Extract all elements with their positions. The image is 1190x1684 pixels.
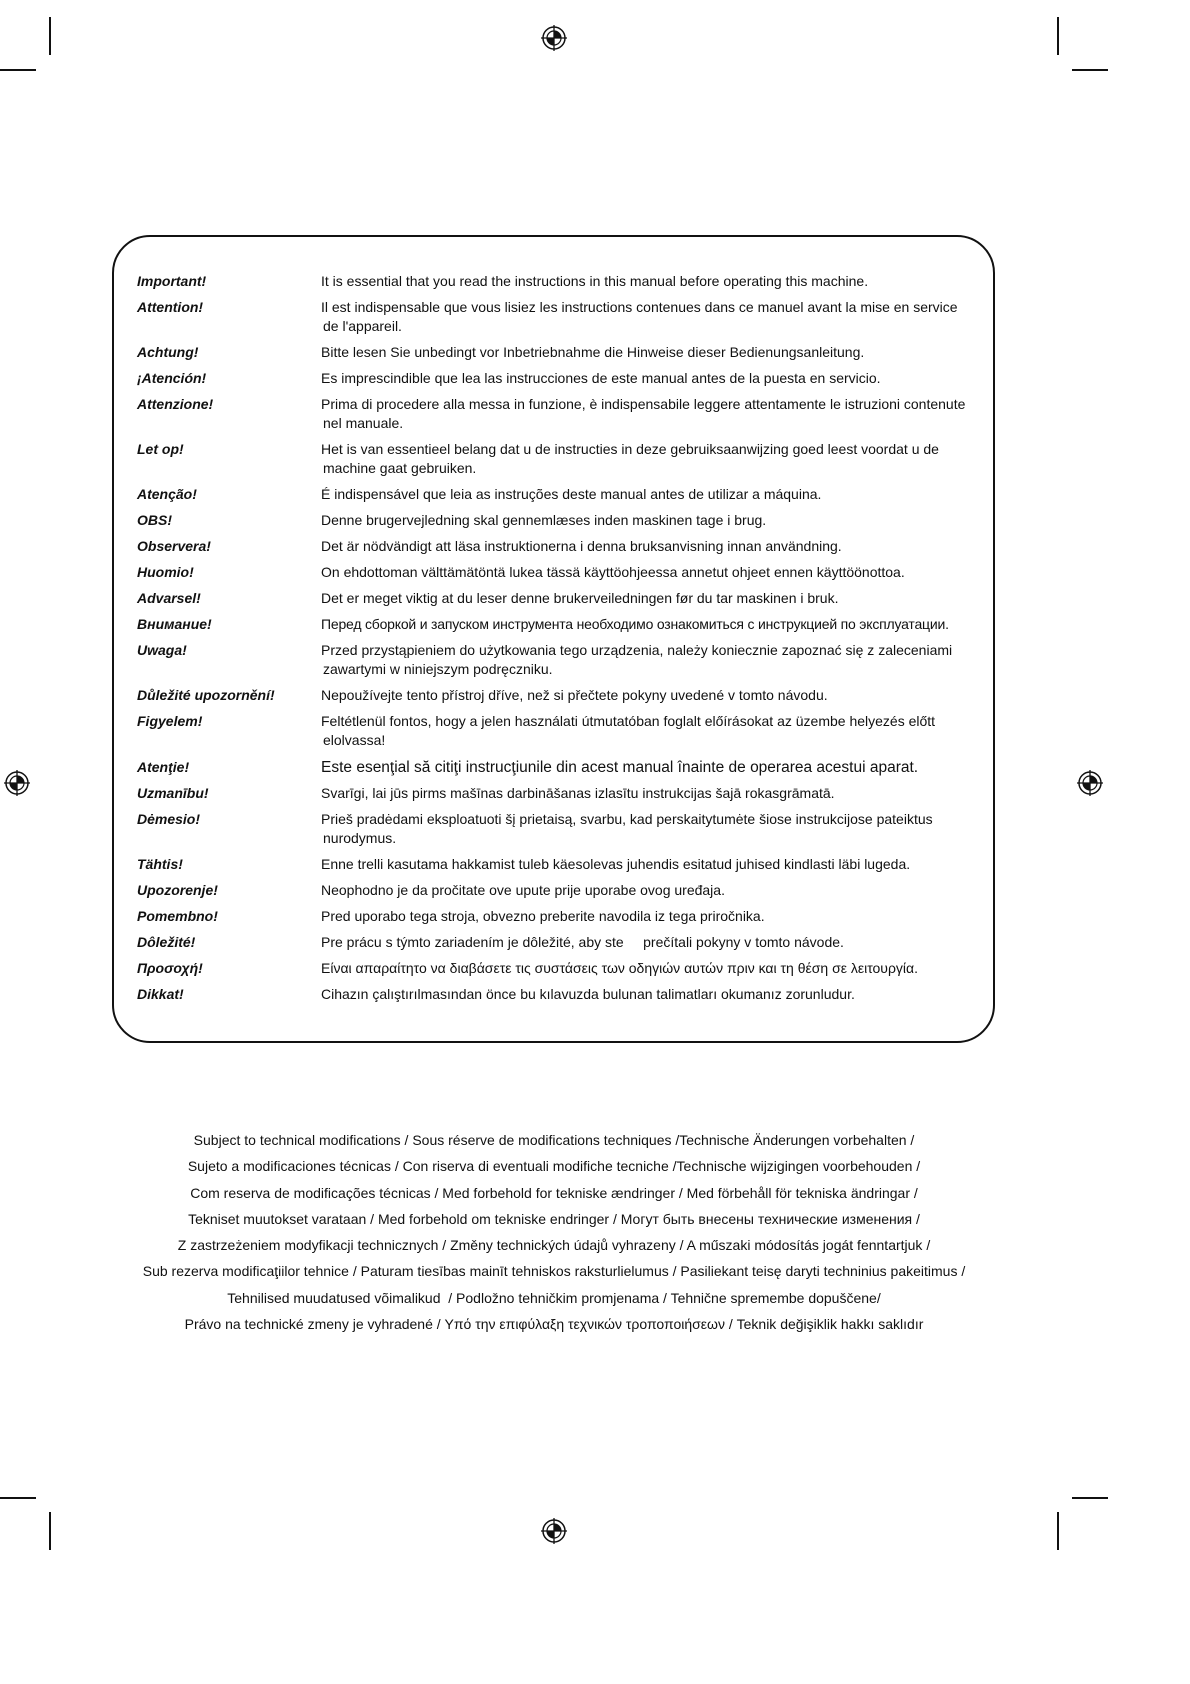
footer-line: Sujeto a modificaciones técnicas / Con riserva di eventuali modifiche tecniche /Technische wijzigingen voorbehouden /	[187, 1158, 921, 1175]
warning-label: Uwaga!	[137, 642, 187, 658]
warning-label: Attenzione!	[137, 396, 214, 412]
crop-mark-bottom-right-vertical	[1057, 1512, 1059, 1550]
warning-label: Important!	[137, 273, 207, 289]
warning-label: Attention!	[137, 299, 204, 315]
warning-label: Achtung!	[137, 344, 199, 360]
registration-mark-icon	[4, 770, 30, 796]
crop-mark-bottom-left-horizontal	[0, 1497, 36, 1499]
warning-text: É indispensável que leia as instruções deste manual antes de utilizar a máquina.	[321, 486, 822, 502]
warning-label: Dikkat!	[137, 986, 184, 1002]
warning-label: Let op!	[137, 441, 184, 457]
warning-label: Huomio!	[137, 564, 194, 580]
warning-text: Neophodno je da pročitate ove upute prije uporabe ovog uređaja.	[321, 882, 725, 898]
warning-text: On ehdottoman välttämätöntä lukea tässä käyttöohjeessa annetut ohjeet ennen käyttöönottoa.	[321, 564, 905, 580]
warning-text: Det är nödvändigt att läsa instruktionerna i denna bruksanvisning innan användning.	[321, 538, 842, 554]
warning-text: It is essential that you read the instructions in this manual before operating this machine.	[321, 273, 869, 289]
warning-label: Atenção!	[137, 486, 197, 502]
footer-line: Sub rezerva modificaţiilor tehnice / Paturam tiesības mainīt tehniskos raksturlielumus / Pasiliekant teisę daryti techninius pakeitimus /	[142, 1263, 966, 1280]
warning-label: Upozorenje!	[137, 882, 218, 898]
warning-text: Είναι απαραίτητο να διαβάσετε τις συστάσεις των οδηγιών αυτών πριν και τη θέση σε λειτουργία.	[321, 960, 919, 976]
warning-label: Observera!	[137, 538, 211, 554]
warning-text: Pre prácu s týmto zariadením je dôležité, aby ste prečítali pokyny v tomto návode.	[321, 934, 844, 950]
footer-line: Tekniset muutokset varataan / Med forbehold om tekniske endringer / Могут быть внесены технические изменения /	[188, 1210, 920, 1227]
footer-line: Tehnilised muudatused võimalikud / Podložno tehničkim promjenama / Tehnične spremembe dopuščene/	[227, 1289, 881, 1306]
warning-label: Důležité upozornění!	[137, 687, 275, 703]
warning-text: Det er meget viktig at du leser denne brukerveiledningen før du tar maskinen i bruk.	[321, 590, 839, 606]
footer-line: Z zastrzeżeniem modyfikacji technicznych / Změny technických údajů vyhrazeny / A műszaki módosítás jogát fenntartjuk /	[177, 1237, 931, 1254]
warning-text: Es imprescindible que lea las instrucciones de este manual antes de la puesta en servicio.	[321, 370, 881, 386]
warning-label: Pomembno!	[137, 908, 218, 924]
warning-text: Pred uporabo tega stroja, obvezno preberite navodila iz tega priročnika.	[321, 908, 765, 924]
crop-mark-bottom-right-horizontal	[1072, 1497, 1108, 1499]
warning-text: Enne trelli kasutama hakkamist tuleb käesolevas juhendis esitatud juhised kindlasti läbi lugeda.	[321, 856, 911, 872]
crop-mark-bottom-left-vertical	[49, 1512, 51, 1550]
footer-line: Právo na technické zmeny je vyhradené / Υπό την επιφύλαξη τεχνικών τροποποιήσεων / Teknik değişiklik hakkı saklıdır	[184, 1316, 924, 1333]
warning-text: Перед сборкой и запуском инструмента необходимо ознакомиться с инструкцией по эксплуатации.	[321, 616, 949, 632]
warning-label: Uzmanību!	[137, 785, 209, 801]
warning-label: Внимание!	[137, 616, 212, 632]
registration-mark-icon	[541, 1518, 567, 1544]
crop-mark-top-right-horizontal	[1072, 69, 1108, 71]
registration-mark-icon	[541, 25, 567, 51]
warning-text: Cihazın çalıştırılmasından önce bu kılavuzda bulunan talimatları okumanız zorunludur.	[321, 986, 855, 1002]
technical-modifications-notice	[0, 1127, 1108, 1337]
warning-label: Dėmesio!	[137, 811, 201, 827]
warning-label: Dôležité!	[137, 934, 196, 950]
warning-text: Przed przystąpieniem do użytkowania tego urządzenia, należy koniecznie zapoznać się z zaleceniami zawartymi w niniejszym podręczniku.	[321, 642, 953, 677]
warning-label: ¡Atención!	[137, 370, 207, 386]
warning-text: Este esenţial să citiţi instrucţiunile din acest manual înainte de operarea acestui aparat.	[321, 759, 919, 776]
warning-label: OBS!	[137, 512, 172, 528]
warning-text: Bitte lesen Sie unbedingt vor Inbetriebnahme die Hinweise dieser Bedienungsanleitung.	[321, 344, 865, 360]
warning-text: Svarīgi, lai jūs pirms mašīnas darbināšanas izlasītu instrukcijas šajā rokasgrāmatā.	[321, 785, 835, 801]
warning-label: Tähtis!	[137, 856, 183, 872]
registration-mark-icon	[1077, 770, 1103, 796]
footer-line: Subject to technical modifications / Sous réserve de modifications techniques /Technische Änderungen vorbehalten /	[193, 1132, 915, 1148]
warning-label: Advarsel!	[137, 590, 201, 606]
warning-text: Il est indispensable que vous lisiez les instructions contenues dans ce manuel avant la mise en service de l'appareil.	[321, 299, 958, 334]
warning-label: Figyelem!	[137, 713, 203, 729]
warning-text: Denne brugervejledning skal gennemlæses inden maskinen tage i brug.	[321, 512, 767, 528]
footer-line: Com reserva de modificações técnicas / Med forbehold for tekniske ændringer / Med förbehåll för tekniska ändringar /	[190, 1184, 918, 1201]
crop-mark-top-right-vertical	[1057, 17, 1059, 55]
warning-text: Prima di procedere alla messa in funzione, è indispensabile leggere attentamente le istruzioni contenute nel manuale.	[321, 396, 966, 431]
warning-text: Feltétlenül fontos, hogy a jelen használati útmutatóban foglalt előírásokat az üzembe helyezés előtt elolvassa!	[321, 713, 936, 748]
warning-text: Nepoužívejte tento přístroj dříve, než si přečtete pokyny uvedené v tomto návodu.	[321, 687, 828, 703]
warning-label: Προσοχή!	[137, 960, 203, 976]
warning-text: Het is van essentieel belang dat u de instructies in deze gebruiksaanwijzing goed leest voordat u de machine gaat gebruiken.	[321, 441, 939, 476]
crop-mark-top-left-horizontal	[0, 69, 36, 71]
warning-label: Atenţie!	[137, 759, 190, 775]
warning-text: Prieš pradėdami eksploatuoti šį prietaisą, svarbu, kad perskaitytumėte šiose instrukcijose pateiktus nurodymus.	[321, 811, 933, 846]
crop-mark-top-left-vertical	[49, 17, 51, 55]
